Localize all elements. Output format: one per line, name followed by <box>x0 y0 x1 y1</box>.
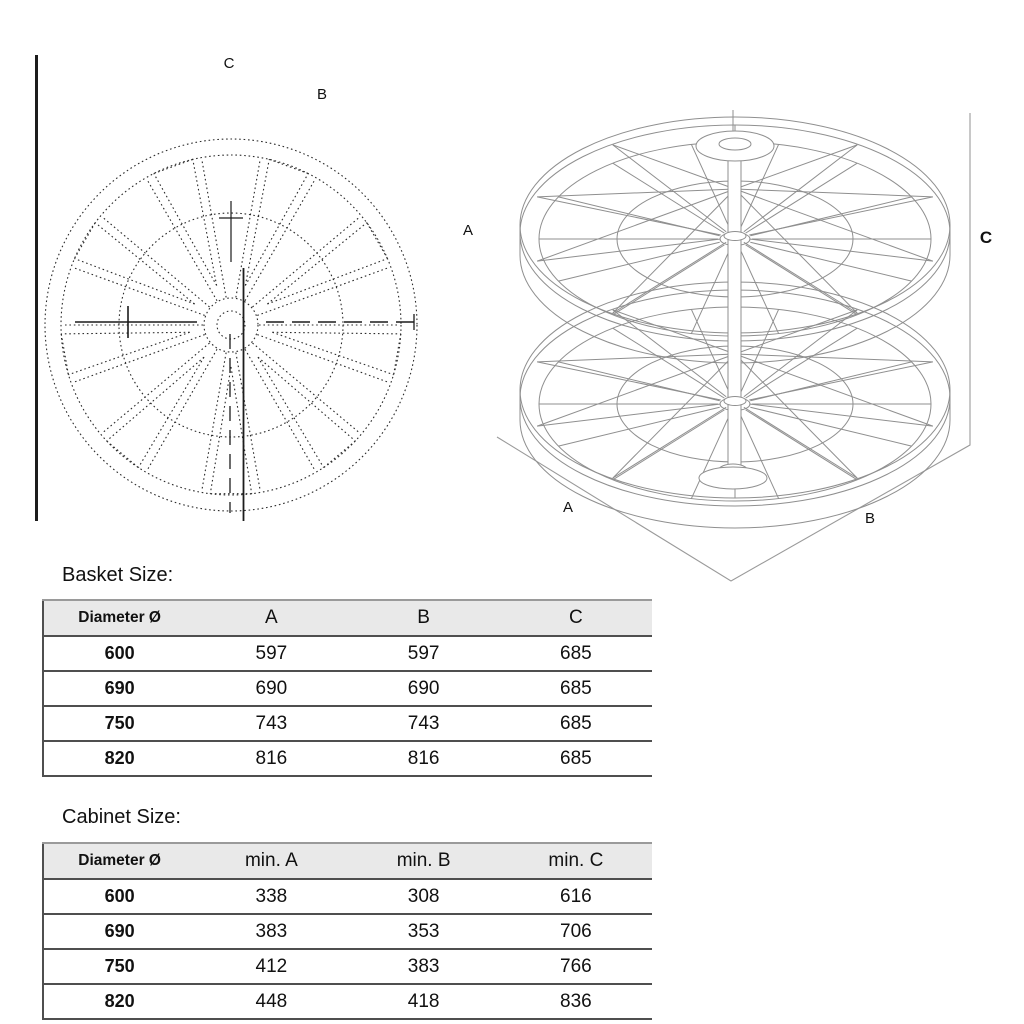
cell-b: 743 <box>348 706 500 741</box>
basket-size-title: Basket Size: <box>62 564 174 586</box>
cabinet-size-title: Cabinet Size: <box>62 806 181 828</box>
cell-a: 597 <box>195 636 347 671</box>
cell-b: 816 <box>348 741 500 776</box>
cell-b: 597 <box>348 636 500 671</box>
header-b: B <box>348 600 500 636</box>
cell-min-b: 383 <box>348 949 500 984</box>
basket-hub-core <box>217 311 245 339</box>
pole-collar-lower <box>724 397 746 406</box>
cell-diameter: 750 <box>43 706 195 741</box>
iso-label-b-depth: B <box>864 510 876 527</box>
header-c: C <box>500 600 652 636</box>
iso-label-c-height: C <box>979 228 993 247</box>
cell-min-c: 836 <box>500 984 652 1019</box>
table-row <box>43 706 652 741</box>
table-row <box>43 636 652 671</box>
iso-view-drawing <box>450 60 1024 595</box>
header-min-a: min. A <box>195 843 347 879</box>
table-row <box>43 984 652 1019</box>
cell-diameter: 690 <box>43 671 195 706</box>
cabinet-size-table <box>42 842 652 1020</box>
iso-label-a-width: A <box>562 499 574 516</box>
cell-min-a: 338 <box>195 879 347 914</box>
header-diameter: Diameter Ø <box>43 843 195 879</box>
cell-min-c: 706 <box>500 914 652 949</box>
cell-diameter: 750 <box>43 949 195 984</box>
header-min-c: min. C <box>500 843 652 879</box>
table-row <box>43 879 652 914</box>
cell-min-a: 412 <box>195 949 347 984</box>
pole-foot-flange <box>699 467 767 489</box>
cell-a: 816 <box>195 741 347 776</box>
cell-b: 690 <box>348 671 500 706</box>
cell-a: 743 <box>195 706 347 741</box>
cell-min-b: 308 <box>348 879 500 914</box>
pole-collar-upper <box>724 232 746 241</box>
header-a: A <box>195 600 347 636</box>
cell-min-a: 448 <box>195 984 347 1019</box>
table-header-row <box>43 843 652 879</box>
basket-size-table <box>42 599 652 777</box>
top-view-solid-lines <box>37 55 417 521</box>
cell-c: 685 <box>500 741 652 776</box>
iso-label-a-side: A <box>462 222 474 239</box>
table-row <box>43 914 652 949</box>
table-header-row <box>43 600 652 636</box>
cell-min-a: 383 <box>195 914 347 949</box>
header-min-b: min. B <box>348 843 500 879</box>
cell-min-c: 616 <box>500 879 652 914</box>
cell-min-b: 418 <box>348 984 500 1019</box>
top-view-label-b: B <box>316 86 328 103</box>
cell-diameter: 690 <box>43 914 195 949</box>
cell-min-b: 353 <box>348 914 500 949</box>
header-diameter: Diameter Ø <box>43 600 195 636</box>
cell-c: 685 <box>500 706 652 741</box>
top-view-drawing <box>0 0 460 545</box>
cell-min-c: 766 <box>500 949 652 984</box>
cell-diameter: 600 <box>43 636 195 671</box>
top-view-label-c: C <box>223 55 235 72</box>
cell-a: 690 <box>195 671 347 706</box>
cell-c: 685 <box>500 636 652 671</box>
center-pole <box>728 150 741 470</box>
table-row <box>43 671 652 706</box>
cell-diameter: 820 <box>43 741 195 776</box>
table-row <box>43 949 652 984</box>
table-row <box>43 741 652 776</box>
pole-top-flange-inner <box>719 138 751 150</box>
cell-diameter: 600 <box>43 879 195 914</box>
cell-diameter: 820 <box>43 984 195 1019</box>
basket-hub-ring <box>204 298 258 352</box>
cell-c: 685 <box>500 671 652 706</box>
center-pole-group <box>696 110 774 489</box>
